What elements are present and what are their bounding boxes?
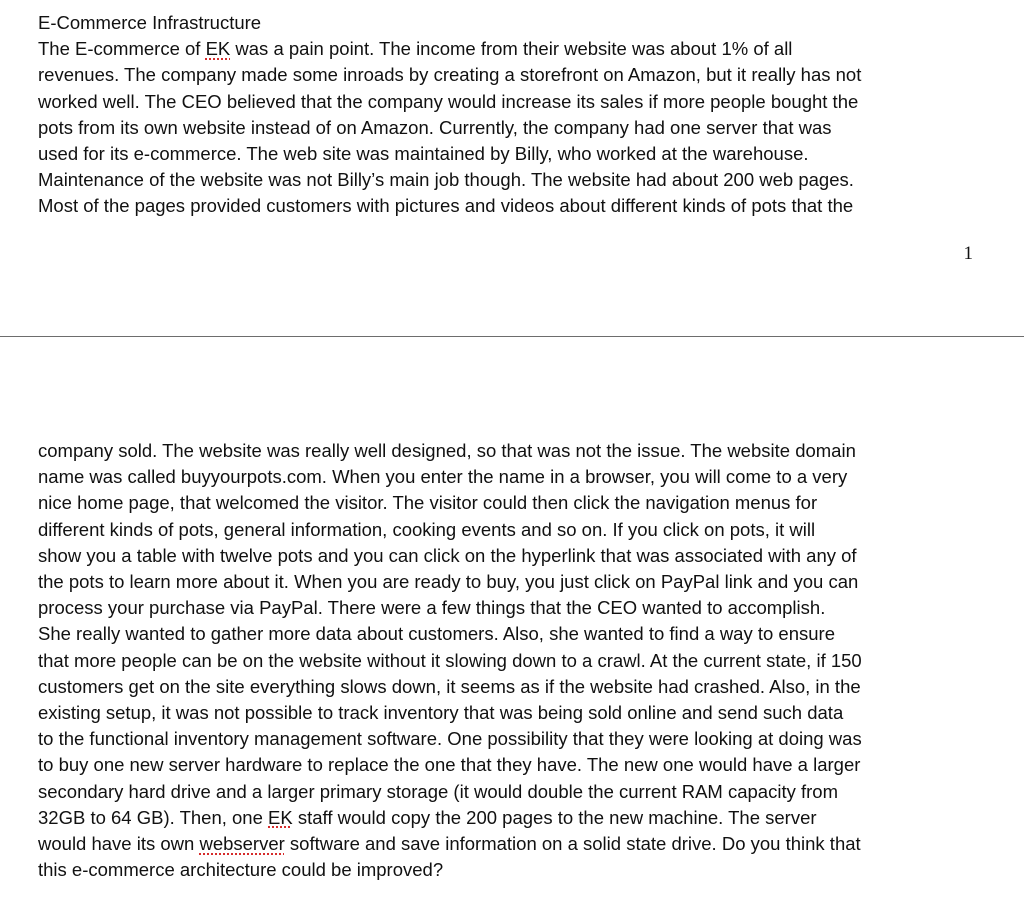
text-line: different kinds of pots, general information, cooking events and so on. If you click on pots, it will <box>38 518 816 540</box>
text-line: name was called buyyourpots.com. When you enter the name in a browser, you will come to a very <box>38 466 848 488</box>
page-2-text <box>38 438 998 883</box>
text-line: Maintenance of the website was not Billy’s main job though. The website had about 200 web pages. <box>38 169 854 191</box>
text-line: used for its e-commerce. The web site was maintained by Billy, who worked at the warehouse. <box>38 143 809 165</box>
text-line: the pots to learn more about it. When you are ready to buy, you just click on PayPal link and you can <box>38 571 859 593</box>
spellcheck-flagged-word: EK <box>205 38 231 60</box>
text-line: show you a table with twelve pots and you can click on the hyperlink that was associated with any of <box>38 544 857 566</box>
text-line: to the functional inventory management software. One possibility that they were looking at doing was <box>38 728 862 750</box>
text-line: that more people can be on the website without it slowing down to a crawl. At the current state, if 150 <box>38 649 862 671</box>
document-page-2 <box>0 338 1024 899</box>
text-line: The E-commerce of EK was a pain point. The income from their website was about 1% of all <box>38 38 793 60</box>
text-line: worked well. The CEO believed that the company would increase its sales if more people bought the <box>38 90 859 112</box>
spellcheck-flagged-word: EK <box>268 806 293 828</box>
text-line: would have its own webserver software and save information on a solid state drive. Do you think that <box>38 833 861 855</box>
text-line: customers get on the site everything slows down, it seems as if the website had crashed. Also, in the <box>38 675 861 697</box>
page-1-text <box>38 10 998 220</box>
text-line: to buy one new server hardware to replace the one that they have. The new one would have a larger <box>38 754 861 776</box>
page-break-divider <box>0 336 1024 337</box>
page-number: 1 <box>963 243 973 264</box>
text-line: process your purchase via PayPal. There were a few things that the CEO wanted to accomplish. <box>38 597 826 619</box>
text-line: revenues. The company made some inroads by creating a storefront on Amazon, but it really has not <box>38 64 862 86</box>
text-line: secondary hard drive and a larger primary storage (it would double the current RAM capacity from <box>38 780 838 802</box>
text-line: nice home page, that welcomed the visitor. The visitor could then click the navigation menus for <box>38 492 818 514</box>
text-line: 32GB to 64 GB). Then, one EK staff would copy the 200 pages to the new machine. The server <box>38 806 817 828</box>
spellcheck-flagged-word: webserver <box>199 833 285 855</box>
text-line: pots from its own website instead of on Amazon. Currently, the company had one server that was <box>38 116 832 138</box>
text-line: existing setup, it was not possible to track inventory that was being sold online and send such data <box>38 702 844 724</box>
document-page-1 <box>0 0 1024 338</box>
text-line: company sold. The website was really well designed, so that was not the issue. The website domain <box>38 440 856 461</box>
text-line: Most of the pages provided customers with pictures and videos about different kinds of pots that the <box>38 195 854 217</box>
text-line: She really wanted to gather more data about customers. Also, she wanted to find a way to ensure <box>38 623 835 645</box>
text-line: this e-commerce architecture could be improved? <box>38 859 444 881</box>
document-heading: E-Commerce Infrastructure <box>38 12 262 33</box>
